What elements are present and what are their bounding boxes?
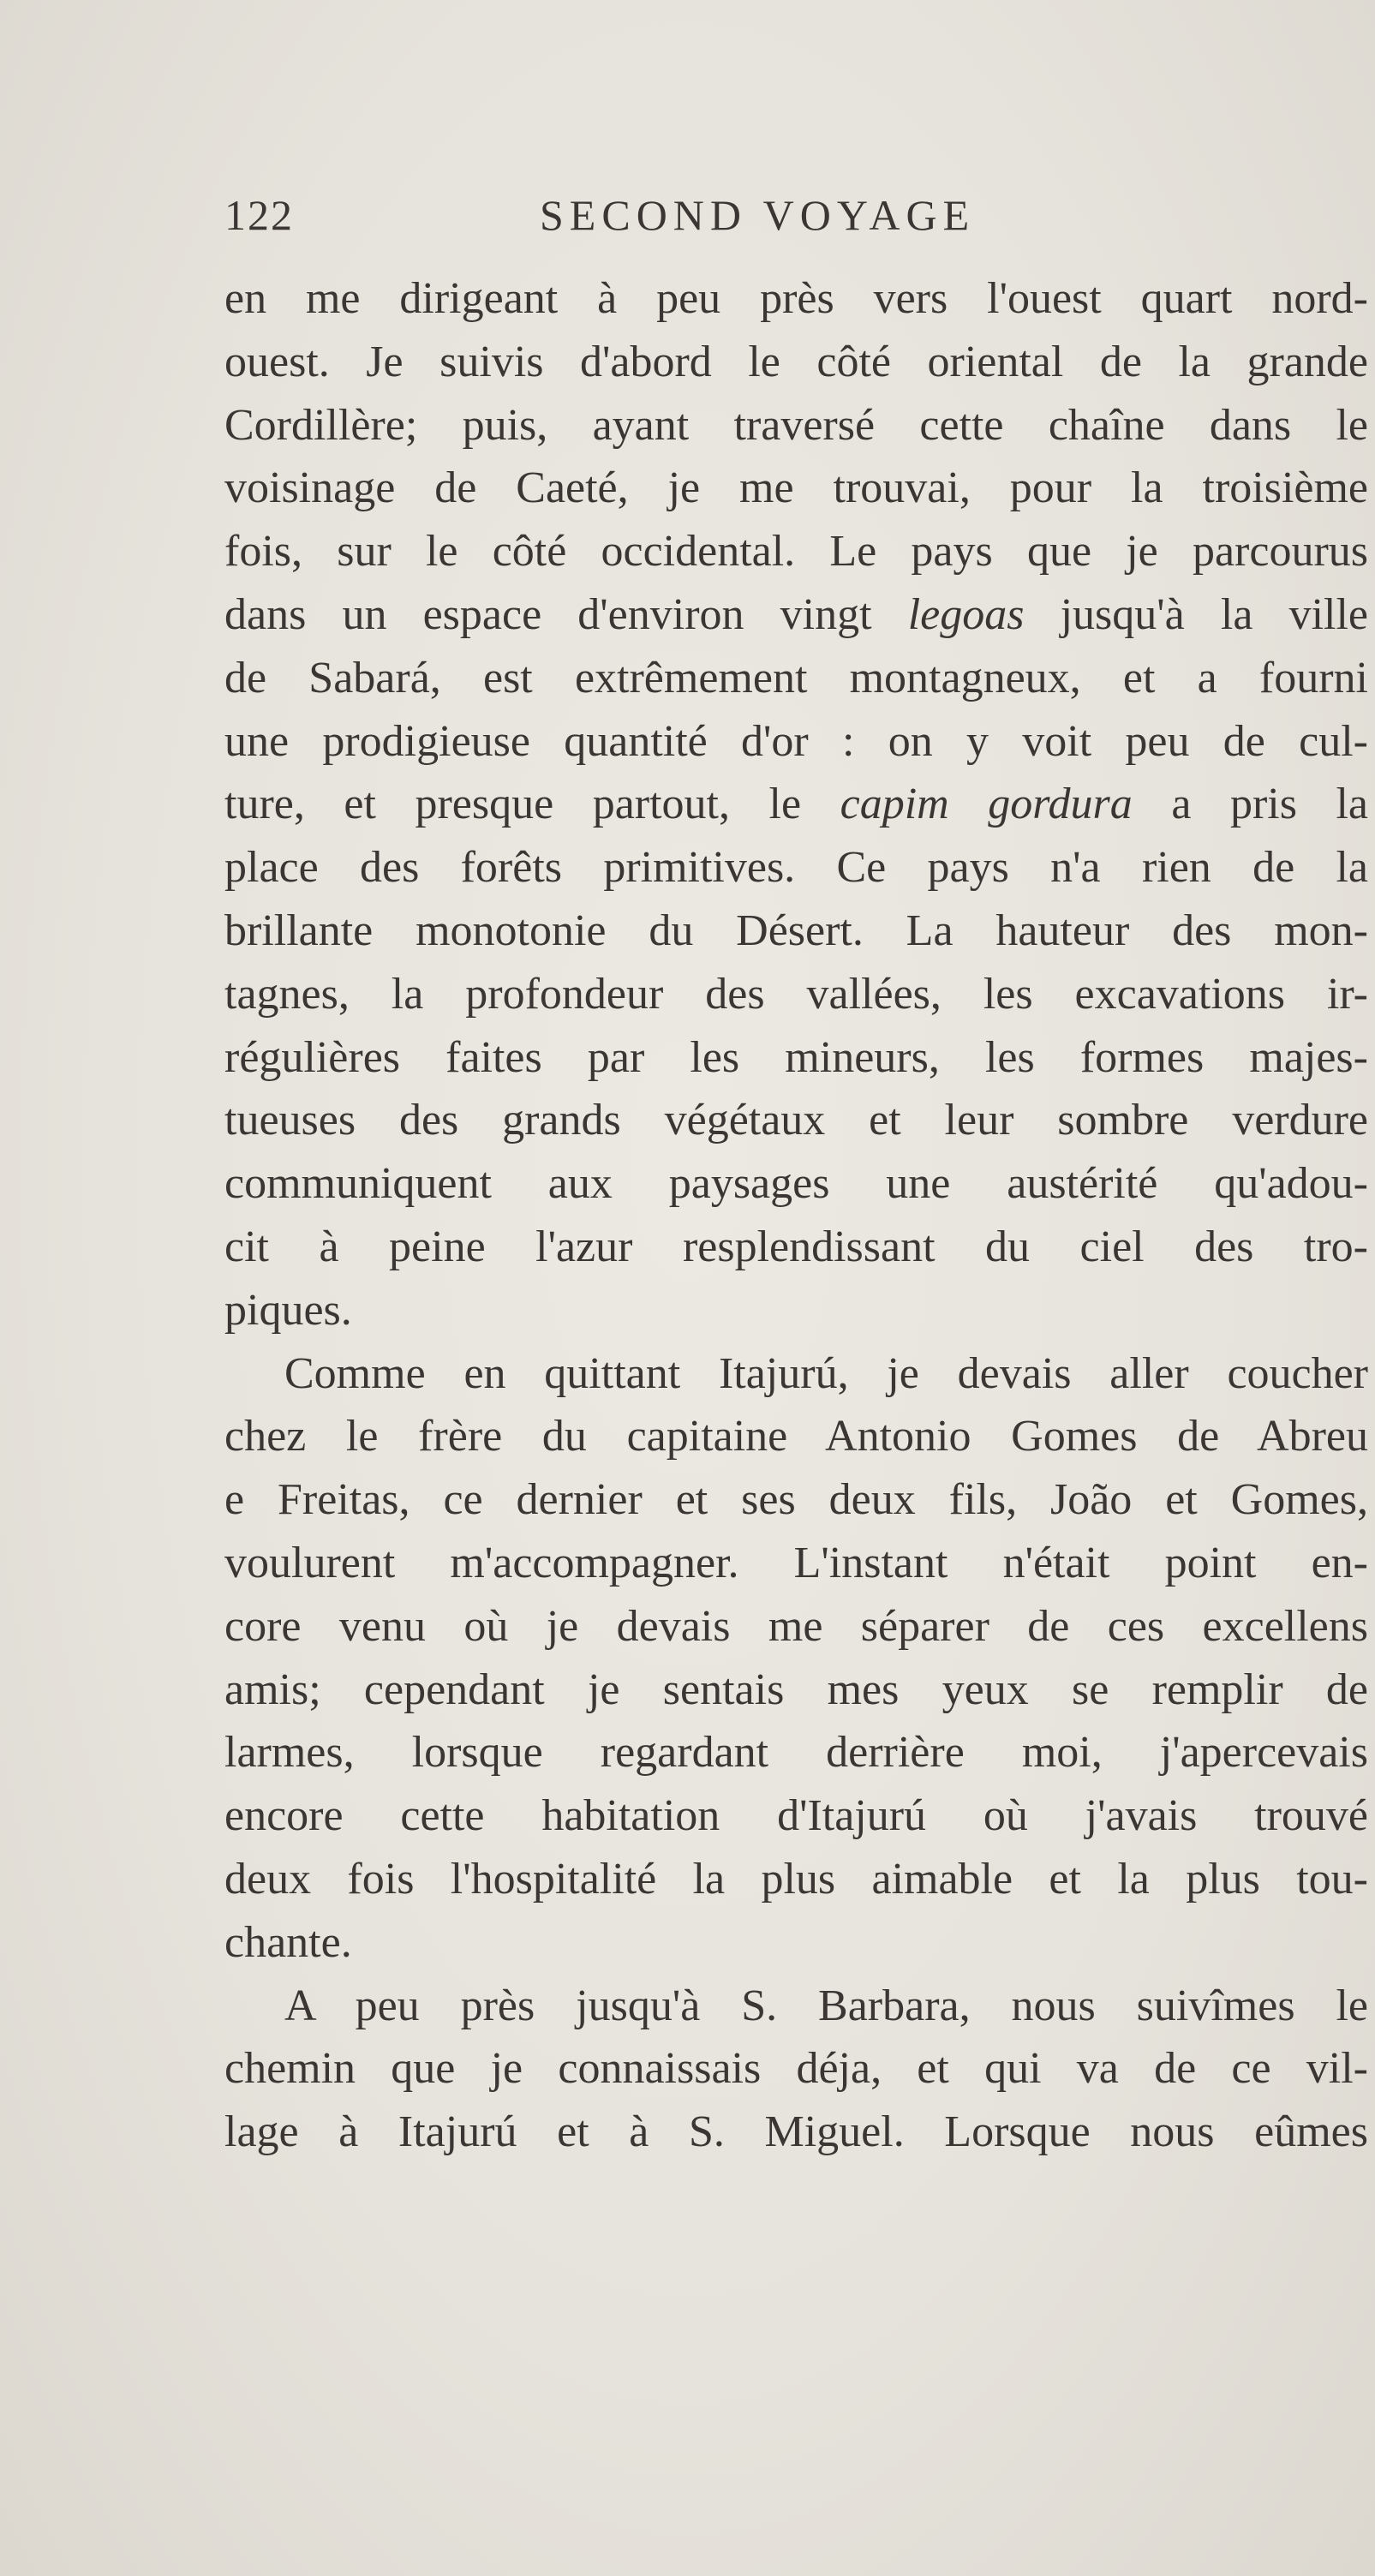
text-segment: brillante monotonie du Désert. La hauteur des mon- <box>224 905 1368 955</box>
text-line <box>224 836 1368 900</box>
running-head: SECOND VOYAGE <box>540 191 976 239</box>
text-segment: chante. <box>224 1917 352 1967</box>
text-line <box>224 1784 1368 1848</box>
text-segment: fois, sur le côté occidental. Le pays que je parcourus <box>224 527 1368 577</box>
text-segment: lage à Itajurú et à S. Miguel. Lorsque nous eûmes <box>224 2107 1368 2157</box>
text-line <box>224 1911 1368 1975</box>
text-segment: tueuses des grands végétaux et leur sombre verdure <box>224 1096 1368 1145</box>
text-segment: core venu où je devais me séparer de ces excellens <box>224 1601 1368 1651</box>
text-line <box>224 1468 1368 1532</box>
text-segment: une prodigieuse quantité d'or : on y voit peu de cul- <box>224 716 1368 766</box>
text-segment: amis; cependant je sentais mes yeux se remplir de <box>224 1665 1368 1714</box>
text-line <box>224 1848 1368 1911</box>
text-line <box>224 963 1368 1026</box>
text-segment: voulurent m'accompagner. L'instant n'était point en- <box>224 1538 1368 1587</box>
text-segment: Comme en quittant Itajurú, je devais aller coucher <box>284 1348 1368 1398</box>
text-line <box>224 2037 1368 2101</box>
text-line <box>224 1216 1368 1279</box>
text-line <box>224 1026 1368 1090</box>
text-line <box>224 1089 1368 1152</box>
text-line <box>224 457 1368 520</box>
text-segment: chez le frère du capitaine Antonio Gomes de Abreu <box>224 1412 1368 1461</box>
text-segment: e Freitas, ce dernier et ses deux fils, João et Gomes, <box>224 1475 1368 1525</box>
text-line <box>224 267 1368 331</box>
text-segment: place des forêts primitives. Ce pays n'a rien de la <box>224 843 1368 893</box>
text-segment: piques. <box>224 1285 352 1335</box>
text-line <box>224 583 1368 647</box>
text-segment: en me dirigeant à peu près vers l'ouest quart nord- <box>224 274 1368 323</box>
text-line <box>224 1721 1368 1784</box>
text-segment: ouest. Je suivis d'abord le côté oriental de la grande <box>224 337 1368 386</box>
italic-term: legoas <box>907 589 1025 639</box>
text-line <box>224 647 1368 710</box>
text-line <box>224 900 1368 963</box>
text-segment: cit à peine l'azur resplendissant du ciel des tro- <box>224 1222 1368 1271</box>
text-segment: deux fois l'hospitalité la plus aimable et la plus tou- <box>224 1854 1368 1904</box>
text-line <box>224 710 1368 774</box>
text-segment: a pris la <box>1132 780 1369 829</box>
text-segment: de Sabará, est extrêmement montagneux, et a fourni <box>224 653 1368 702</box>
text-segment: tagnes, la profondeur des vallées, les excavations ir- <box>224 969 1368 1019</box>
text-line <box>224 773 1368 836</box>
italic-term: capim gordura <box>840 780 1133 829</box>
text-segment: ture, et presque partout, le <box>224 780 840 829</box>
text-line <box>224 1975 1368 2038</box>
text-segment: communiquent aux paysages une austérité qu'adou- <box>224 1159 1368 1209</box>
text-segment: voisinage de Caeté, je me trouvai, pour la troisième <box>224 463 1368 513</box>
text-line <box>224 1595 1368 1659</box>
text-line <box>224 2101 1368 2164</box>
text-segment: Cordillère; puis, ayant traversé cette chaîne dans le <box>224 400 1368 450</box>
text-line <box>224 1279 1368 1342</box>
text-line <box>224 394 1368 457</box>
text-line <box>224 1659 1368 1722</box>
text-segment: encore cette habitation d'Itajurú où j'avais trouvé <box>224 1791 1368 1841</box>
text-segment: chemin que je connaissais déja, et qui va de ce vil- <box>224 2044 1368 2094</box>
text-segment: larmes, lorsque regardant derrière moi, j'apercevais <box>224 1728 1368 1778</box>
text-segment: jusqu'à la ville <box>1024 589 1368 639</box>
text-segment: A peu près jusqu'à S. Barbara, nous suivîmes le <box>284 1981 1368 2030</box>
text-line <box>224 1532 1368 1595</box>
page-number: 122 <box>224 191 294 239</box>
text-segment: régulières faites par les mineurs, les formes majes- <box>224 1032 1368 1082</box>
text-line <box>224 1152 1368 1216</box>
text-line <box>224 520 1368 583</box>
body-text <box>224 267 1368 2164</box>
text-segment: dans un espace d'environ vingt <box>224 589 908 639</box>
text-line <box>224 1405 1368 1468</box>
text-line <box>224 331 1368 394</box>
text-line <box>224 1342 1368 1406</box>
